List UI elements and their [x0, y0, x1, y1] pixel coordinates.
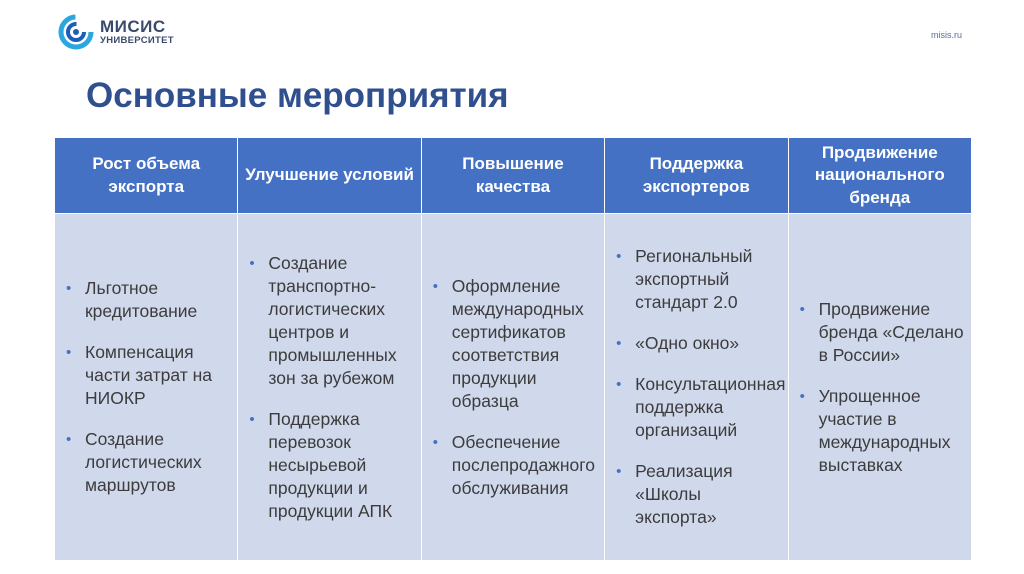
- events-table: [54, 137, 972, 561]
- bullet-icon: •: [249, 410, 255, 428]
- list-item: • Льготное кредитование: [66, 278, 198, 321]
- bullet-icon: •: [616, 335, 622, 352]
- list-item: • «Одно окно»: [616, 333, 740, 353]
- list-item: • Продвижение бренда «Сделано в России»: [799, 298, 964, 365]
- bullet-list: [244, 252, 416, 523]
- bullet-icon: •: [799, 300, 805, 318]
- bullet-list: [795, 298, 967, 477]
- bullet-icon: •: [616, 248, 622, 265]
- table-cell: [238, 214, 421, 561]
- site-url: misis.ru: [931, 30, 962, 40]
- logo-name: МИСИС: [100, 17, 166, 37]
- column-heading: Рост объема экспорта: [55, 138, 238, 214]
- table-row: [55, 214, 972, 561]
- bullet-icon: •: [799, 387, 805, 405]
- bullet-list: [611, 245, 786, 529]
- bullet-list: [428, 275, 600, 500]
- logo-subtitle: УНИВЕРСИТЕТ: [100, 35, 174, 47]
- table-cell: [788, 214, 971, 561]
- misis-logo-icon: [58, 14, 94, 50]
- bullet-icon: •: [432, 433, 439, 451]
- bullet-icon: •: [249, 254, 255, 272]
- list-item: • Создание транспортно-логистических центров и промышленных зон за рубежом: [249, 252, 397, 388]
- column-heading: Продвижение национального бренда: [788, 138, 971, 214]
- list-item: • Оформление международных сертификатов соответствия продукции образца: [432, 275, 584, 411]
- list-item: • Упрощенное участие в международных выставках: [799, 385, 951, 475]
- list-item: • Поддержка перевозок несырьевой продукции и продукции АПК: [249, 408, 393, 521]
- column-heading: Улучшение условий: [238, 138, 421, 214]
- column-heading: Поддержка экспортеров: [605, 138, 788, 214]
- list-item: • Региональный экспортный стандарт 2.0: [616, 246, 753, 312]
- table-cell: [421, 214, 604, 561]
- bullet-icon: •: [432, 277, 439, 295]
- bullet-icon: •: [66, 344, 72, 361]
- bullet-icon: •: [66, 280, 72, 297]
- bullet-icon: •: [616, 376, 622, 393]
- table-cell: [605, 214, 788, 561]
- bullet-icon: •: [66, 431, 72, 448]
- list-item: • Реализация «Школы экспорта»: [616, 461, 733, 527]
- bullet-list: [61, 277, 233, 497]
- list-item: • Компенсация части затрат на НИОКР: [66, 342, 212, 408]
- list-item: • Консультационная поддержка организаций: [616, 374, 786, 440]
- page-title: Основные мероприятия: [86, 76, 509, 115]
- column-heading: Повышение качества: [421, 138, 604, 214]
- list-item: • Создание логистических маршрутов: [66, 429, 202, 495]
- bullet-icon: •: [616, 463, 622, 480]
- list-item: • Обеспечение послепродажного обслуживания: [432, 431, 596, 498]
- table-cell: [55, 214, 238, 561]
- university-logo: [58, 14, 174, 50]
- table-header-row: [55, 138, 972, 214]
